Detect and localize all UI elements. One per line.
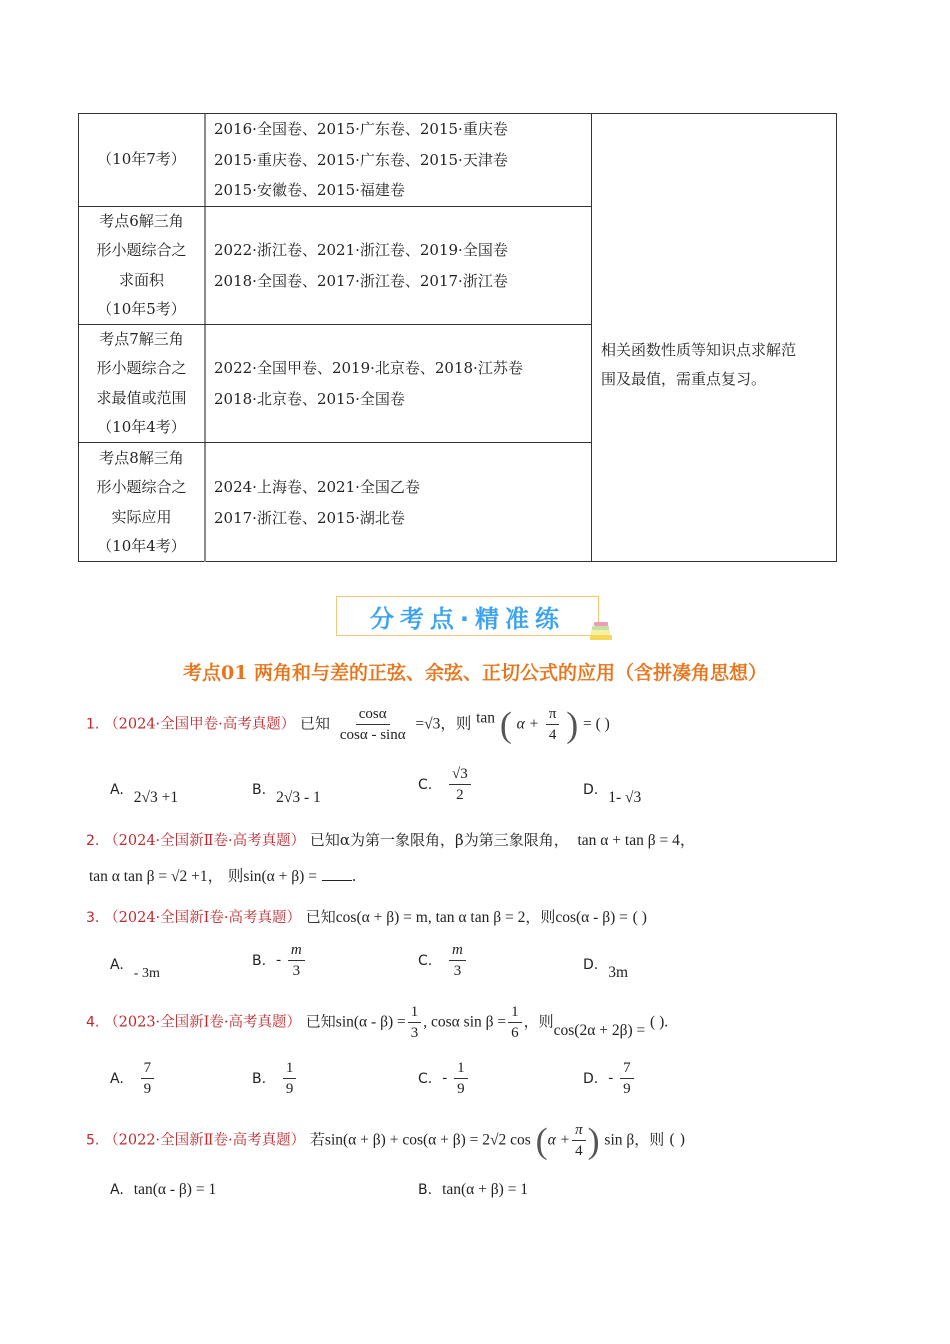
topic-line: 求面积	[118, 270, 164, 289]
option-b[interactable]: B. - $\frac{m}{3}$	[252, 940, 307, 981]
question-source: （2022·全国新Ⅱ卷·高考真题）	[104, 1132, 306, 1149]
question-number: 2.	[86, 833, 100, 849]
note-line: 相关函数性质等知识点求解范	[601, 341, 797, 359]
note-line: 围及最值，需重点复习。	[601, 370, 767, 388]
topic-line: 求最值或范围	[96, 388, 187, 407]
question-source: （2023·全国新Ⅰ卷·高考真题）	[104, 1014, 301, 1031]
question-source: （2024·全国新Ⅱ卷·高考真题）	[104, 833, 306, 849]
left-paren: (	[499, 704, 512, 745]
topic-line: （10年4考）	[97, 418, 186, 436]
question-text: 已知	[305, 1012, 336, 1031]
option-a[interactable]: A. $\frac{7}{9}$	[110, 1058, 156, 1099]
question-number: 5.	[86, 1132, 100, 1149]
question-source: （2024·全国甲卷·高考真题）	[104, 716, 296, 733]
source-line: 2015·重庆卷、2015·广东卷、2015·天津卷	[214, 150, 508, 169]
answer-placeholder: ，则 ( )	[634, 1130, 686, 1149]
option-d[interactable]: D. - $\frac{7}{9}$	[583, 1058, 636, 1099]
topic-line: 形小题综合之	[96, 241, 187, 259]
right-paren: )	[566, 704, 579, 745]
math-text: sin β	[604, 1131, 635, 1149]
topic-cell	[79, 207, 204, 324]
option-a[interactable]: A. tan(α - β) = 1	[110, 1181, 217, 1198]
topic-line: 形小题综合之	[96, 359, 187, 377]
option-c[interactable]: C. $\frac{m}{3}$	[418, 940, 468, 981]
answer-placeholder: ( )	[632, 909, 647, 926]
option-a[interactable]: A. 2√3 +1	[110, 782, 179, 806]
source-line: 2017·浙江卷、2015·湖北卷	[214, 508, 405, 527]
option-b[interactable]: B. 2√3 - 1	[252, 782, 321, 806]
topic-cell	[79, 114, 204, 206]
question-text: 已知α为第一象限角，β为第三象限角，	[309, 831, 569, 849]
math-text: tan α tan β = √2 +1，	[89, 868, 224, 885]
question-text: 已知	[300, 714, 331, 733]
source-line: 2016·全国卷、2015·广东卷、2015·重庆卷	[214, 120, 508, 139]
source-line: 2018·北京卷、2015·全国卷	[214, 389, 405, 408]
math-text: tan	[476, 709, 496, 727]
question-number: 4.	[86, 1014, 100, 1031]
practice-banner	[336, 596, 599, 636]
question-3: 3. （2024·全国新Ⅰ卷·高考真题） 已知cos(α + β) = m, tan α tan β = 2，则cos(α - β) = ( )	[86, 908, 647, 926]
option-b[interactable]: B. $\frac{1}{9}$	[252, 1058, 298, 1099]
source-line: 2024·上海卷、2021·全国乙卷	[214, 478, 420, 496]
fraction: $\frac{\cos\alpha}{\cos\alpha - \sin\alpha}$	[339, 706, 406, 743]
topic-line: （10年5考）	[97, 300, 186, 318]
math-text: cos(α - β) =	[555, 909, 628, 926]
option-b[interactable]: B. tan(α + β) = 1	[418, 1181, 529, 1198]
question-text: 若	[309, 1130, 325, 1149]
topic-line: 实际应用	[111, 507, 172, 526]
answer-placeholder: ( ).	[650, 1013, 669, 1031]
section-title: 考点01 两角和与差的正弦、余弦、正切公式的应用（含拼凑角思想）	[182, 662, 768, 684]
option-c[interactable]: C. $\frac{√3}{2}$	[418, 764, 473, 805]
sources-cell	[204, 114, 591, 206]
question-text: 已知	[305, 908, 336, 926]
math-text: tan α + tan β = 4，	[577, 832, 696, 849]
option-d[interactable]: D. 3m	[583, 957, 629, 981]
math-text: α +	[516, 715, 540, 733]
question-2	[86, 828, 695, 850]
math-text: cos(α + β) = m, tan α tan β = 2	[335, 909, 526, 926]
sources-cell	[204, 207, 591, 324]
books-icon	[588, 620, 616, 642]
question-2-line-2: tan α tan β = √2 +1， 则sin(α + β) = .	[89, 867, 357, 885]
option-a[interactable]: A.- 3m	[110, 957, 160, 981]
answer-placeholder: = ( )	[583, 715, 610, 733]
answer-blank[interactable]	[322, 867, 352, 881]
math-text: 则sin(α + β) =	[227, 868, 317, 885]
source-line: 2018·全国卷、2017·浙江卷、2017·浙江卷	[214, 271, 508, 290]
source-line: 2015·安徽卷、2015·福建卷	[214, 181, 405, 200]
math-text: sin(α - β) =	[335, 1013, 406, 1031]
question-5: 5. （2022·全国新Ⅱ卷·高考真题） 若sin(α + β) + cos(α + β) = 2√2 cos (α + $\frac{\pi}{4}$ ) sin β，则 ( )	[86, 1120, 686, 1161]
question-text: =√3，则	[415, 715, 472, 733]
topic-cell	[79, 325, 204, 442]
topic-line: （10年7考）	[97, 150, 186, 169]
math-text: cos(2α + 2β) =	[553, 1021, 646, 1039]
question-number: 3.	[86, 910, 100, 926]
question-4: 4. （2023·全国新Ⅰ卷·高考真题） 已知sin(α - β) = $\frac{1}{3}$ , cosα sin β = $\frac{1}{6}$ ，则cos(2α + 2β) = ( ).	[86, 1004, 669, 1041]
topic-line: 形小题综合之	[96, 478, 187, 496]
sources-cell	[204, 325, 591, 442]
option-d[interactable]: D. 1- √3	[583, 782, 642, 806]
topic-line: 考点8解三角	[99, 448, 184, 467]
math-text: , cosα sin β =	[423, 1013, 507, 1031]
note-cell	[591, 114, 837, 561]
option-c[interactable]: C. - $\frac{1}{9}$	[418, 1058, 470, 1099]
topic-line: 考点6解三角	[99, 211, 184, 230]
banner-label: 分考点·精准练	[369, 604, 566, 633]
sources-cell	[204, 443, 591, 562]
math-text: sin(α + β) + cos(α + β) = 2√2 cos	[324, 1131, 531, 1149]
source-line: 2022·浙江卷、2021·浙江卷、2019·全国卷	[214, 241, 508, 259]
topic-line: （10年4考）	[97, 537, 186, 555]
question-1	[86, 704, 610, 745]
exam-points-table	[78, 113, 837, 562]
source-line: 2022·全国甲卷、2019·北京卷、2018·江苏卷	[214, 359, 523, 377]
question-number: 1.	[86, 716, 100, 733]
question-source: （2024·全国新Ⅰ卷·高考真题）	[104, 910, 301, 926]
topic-cell	[79, 443, 204, 562]
fraction: $\frac{\pi}{4}$	[546, 704, 560, 745]
topic-line: 考点7解三角	[99, 329, 184, 348]
